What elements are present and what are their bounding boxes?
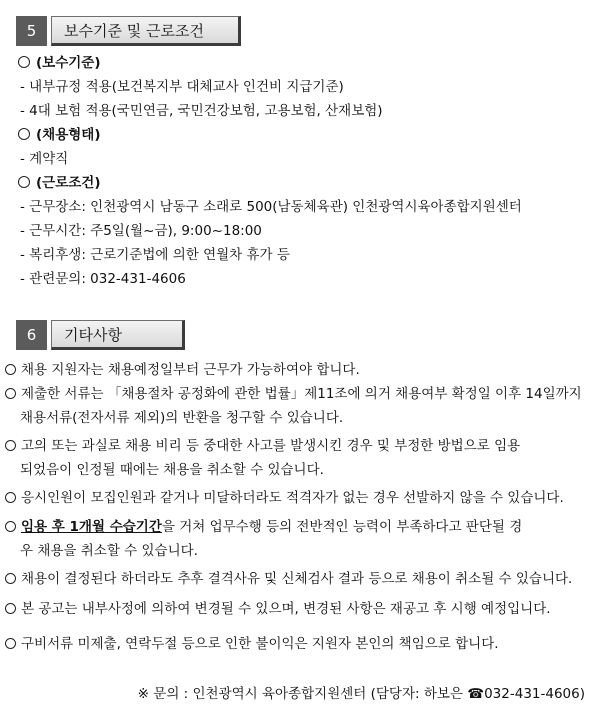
probation-period-emphasis: 임용 후 1개월 수습기간 bbox=[21, 519, 162, 535]
notice-item-6: 채용이 결정된다 하더라도 추후 결격사유 및 신체검사 결과 등으로 채용이 취소될 수 있습니다. bbox=[5, 567, 585, 591]
work-item-benefits: - 복리후생: 근로기준법에 의한 연월차 휴가 등 bbox=[20, 247, 290, 263]
section-5-number: 5 bbox=[16, 16, 47, 46]
notice-item-5: 임용 후 1개월 수습기간을 거쳐 업무수행 등의 전반적인 능력이 부족하다고 판단될 경 우 채용을 취소할 수 있습니다. bbox=[5, 515, 585, 563]
employment-item-1: - 계약직 bbox=[20, 151, 69, 167]
pay-item-2: - 4대 보험 적용(국민연금, 국민건강보험, 고용보험, 산재보험) bbox=[20, 103, 383, 119]
notice-item-2: 제출한 서류는 「채용절차 공정화에 관한 법률」제11조에 의거 채용여부 확정일 이후 14일까지 채용서류(전자서류 제외)의 반환을 청구할 수 있습니다. bbox=[5, 382, 585, 430]
phone-icon: ☎ bbox=[467, 686, 485, 702]
circle-bullet-icon bbox=[18, 128, 30, 140]
notice-item-7: 본 공고는 내부사정에 의하여 변경될 수 있으며, 변경된 사항은 재공고 후 시행 예정입니다. bbox=[5, 597, 585, 621]
pay-item-1: - 내부규정 적용(보건복지부 대체교사 인건비 지급기준) bbox=[20, 79, 344, 95]
circle-bullet-icon bbox=[5, 440, 16, 451]
notice-item-8: 구비서류 미제출, 연락두절 등으로 인한 불이익은 지원자 본인의 책임으로 합니다. bbox=[5, 632, 585, 656]
work-item-hours: - 근무시간: 주5일(월~금), 9:00~18:00 bbox=[20, 223, 262, 239]
contact-footer: ※ 문의 : 인천광역시 육아종합지원센터 (담당자: 하보은 ☎032-431-4606) bbox=[137, 686, 585, 702]
circle-bullet-icon bbox=[5, 603, 16, 614]
circle-bullet-icon bbox=[18, 56, 30, 68]
circle-bullet-icon bbox=[18, 176, 30, 188]
employment-heading: (채용형태) bbox=[18, 125, 101, 145]
circle-bullet-icon bbox=[5, 573, 16, 584]
circle-bullet-icon bbox=[5, 521, 16, 532]
section-5-title: 보수기준 및 근로조건 bbox=[51, 16, 241, 46]
notice-item-1: 채용 지원자는 채용예정일부터 근무가 가능하여야 합니다. bbox=[5, 358, 585, 382]
work-heading: (근로조건) bbox=[18, 173, 101, 193]
section-6-number: 6 bbox=[16, 320, 47, 350]
circle-bullet-icon bbox=[5, 388, 16, 399]
notice-item-3: 고의 또는 과실로 채용 비리 등 중대한 사고를 발생시킨 경우 및 부정한 방법으로 임용 되었음이 인정될 때에는 채용을 취소할 수 있습니다. bbox=[5, 434, 585, 482]
work-item-contact: - 관련문의: 032-431-4606 bbox=[20, 271, 186, 287]
section-5-header bbox=[16, 16, 241, 46]
circle-bullet-icon bbox=[5, 492, 16, 503]
section-6-title: 기타사항 bbox=[51, 320, 185, 350]
circle-bullet-icon bbox=[5, 364, 16, 375]
section-6-header bbox=[16, 320, 185, 350]
notice-item-4: 응시인원이 모집인원과 같거나 미달하더라도 적격자가 없는 경우 선발하지 않을 수 있습니다. bbox=[5, 486, 585, 510]
pay-heading: (보수기준) bbox=[18, 53, 101, 73]
work-item-place: - 근무장소: 인천광역시 남동구 소래로 500(남동체육관) 인천광역시육아종합지원센터 bbox=[20, 199, 522, 215]
circle-bullet-icon bbox=[5, 638, 16, 649]
